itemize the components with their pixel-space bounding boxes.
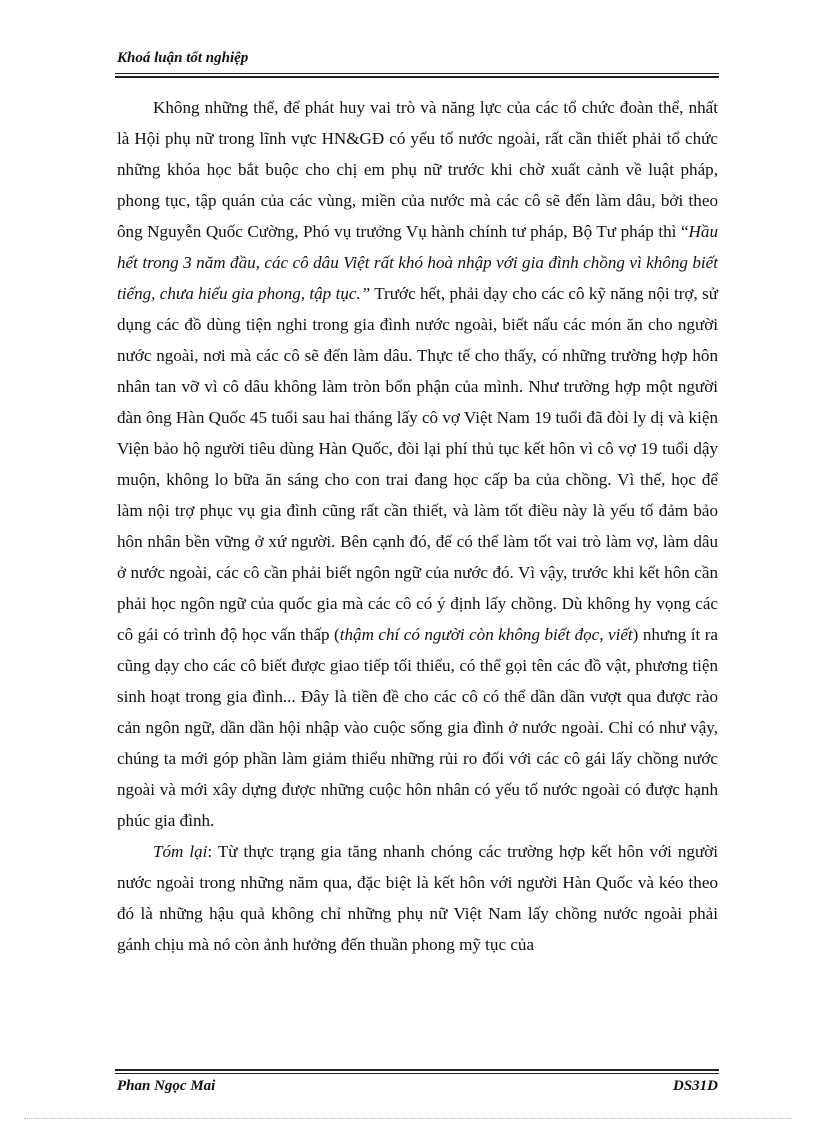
document-body [117,92,718,960]
header-divider [115,73,719,78]
paragraph-2-text: : Từ thực trạng gia tăng nhanh chóng các trường hợp kết hôn với người nước ngoài trong những năm qua, đặc biệt là kết hôn với người Hàn Quốc và kéo theo đó là những hậu quả không chỉ những phụ nữ Việt Nam lấy chồng nước ngoài phải gánh chịu mà nó còn ảnh hưởng đến thuần phong mỹ tục của [117,842,718,954]
paragraph-1-text-c: ) nhưng ít ra cũng dạy cho các cô biết được giao tiếp tối thiểu, có thể gọi tên các đồ vật, phương tiện sinh hoạt trong gia đình... Đây là tiền đề cho các cô có thể dần dần vượt qua được rào cản ngôn ngữ, dần dần hội nhập vào cuộc sống gia đình ở nước ngoài. Chỉ có như vậy, chúng ta mới góp phần làm giảm thiểu những rủi ro đối với các cô gái lấy chồng nước ngoài và mới xây dựng được những cuộc hôn nhân có yếu tố nước ngoài có được hạnh phúc gia đình. [117,625,718,830]
page-bottom-edge [24,1118,792,1119]
footer-class-code: DS31D [672,1078,718,1094]
paragraph-1-text-b: Trước hết, phải dạy cho các cô kỹ năng nội trợ, sử dụng các đồ dùng tiện nghi trong gia đình nước ngoài, biết nấu các món ăn cho người nước ngoài, nơi mà các cô sẽ đến làm dâu. Thực tế cho thấy, có những trường hợp hôn nhân tan vỡ vì cô dâu không làm tròn bổn phận của mình. Như trường hợp một người đàn ông Hàn Quốc 45 tuổi sau hai tháng lấy cô vợ Việt Nam 19 tuổi đã đòi ly dị và kiện Viện bảo hộ người tiêu dùng Hàn Quốc, đòi lại phí thủ tục kết hôn vì cô vợ 19 tuổi dậy muộn, không lo bữa ăn sáng cho con trai đang học cấp ba của chồng. Vì thế, học để làm nội trợ phục vụ gia đình cũng rất cần thiết, và làm tốt điều này là yếu tố đảm bảo hôn nhân bền vững ở xứ người. Bên cạnh đó, để có thể làm tốt vai trò làm vợ, làm dâu ở nước ngoài, các cô cần phải biết ngôn ngữ của nước đó. Vì vậy, trước khi kết hôn cần phải học ngôn ngữ của quốc gia mà các cô có ý định lấy chồng. Dù không hy vọng các cô gái có trình độ học vấn thấp ( [117,284,718,644]
parenthetical-text: thậm chí có người còn không biết đọc, viết [339,625,633,644]
footer-author: Phan Ngọc Mai [117,1078,216,1094]
footer-divider [115,1069,719,1074]
summary-lead: Tóm lại [153,842,208,861]
paragraph-2 [117,836,718,960]
quote-text: Hầu hết trong 3 năm đầu, các cô dâu Việt rất khó hoà nhập với gia đình chồng vì không biết tiếng, chưa hiểu gia phong, tập tục.” [117,222,718,303]
running-header-title: Khoá luận tốt nghiệp [117,50,249,66]
paragraph-1-text-a: Không những thế, để phát huy vai trò và năng lực của các tổ chức đoàn thể, nhất là Hội phụ nữ trong lĩnh vực HN&GĐ có yếu tố nước ngoài, rất cần thiết phải tổ chức những khóa học bắt buộc cho chị em phụ nữ trước khi chờ xuất cảnh về luật pháp, phong tục, tập quán của các vùng, miền của nước mà các cô sẽ đến làm dâu, bởi theo ông Nguyễn Quốc Cường, Phó vụ trưởng Vụ hành chính tư pháp, Bộ Tư pháp thì “ [117,98,718,241]
paragraph-1 [117,92,718,836]
